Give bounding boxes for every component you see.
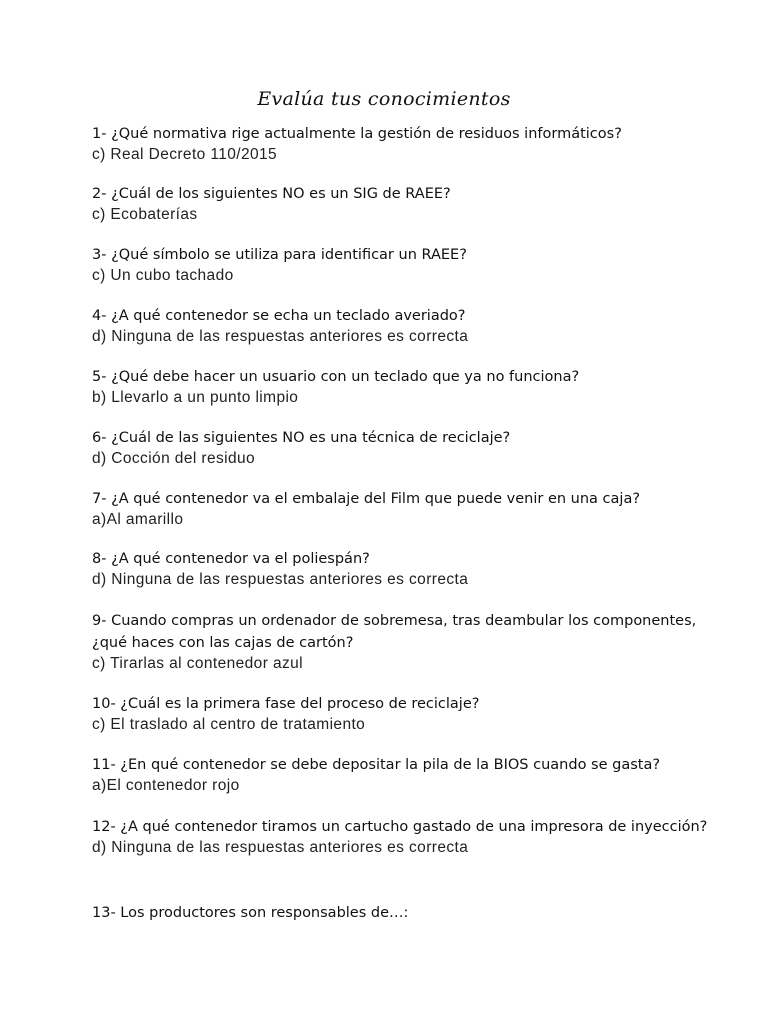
qa-item-3 — [92, 245, 712, 286]
qa-item-5 — [92, 367, 712, 408]
question-text: 5- ¿Qué debe hacer un usuario con un teclado que ya no funciona? — [92, 369, 580, 385]
answer-text: d) Ninguna de las respuestas anteriores es correcta — [92, 327, 469, 345]
answer-text: b) Llevarlo a un punto limpio — [92, 388, 299, 406]
question-text: 1- ¿Qué normativa rige actualmente la gestión de residuos informáticos? — [92, 126, 622, 142]
question-text: 11- ¿En qué contenedor se debe depositar la pila de la BIOS cuando se gasta? — [92, 757, 661, 773]
qa-item-1 — [92, 124, 712, 165]
answer-text: c) Tirarlas al contenedor azul — [92, 655, 304, 672]
question-text: 8- ¿A qué contenedor va el poliespán? — [92, 551, 370, 567]
answer-text: c) Ecobaterías — [92, 205, 198, 223]
question-text: 6- ¿Cuál de las siguientes NO es una técnica de reciclaje? — [92, 430, 511, 446]
qa-item-13 — [92, 903, 712, 924]
qa-item-10 — [92, 694, 712, 735]
qa-item-2 — [92, 184, 712, 225]
question-text: 9- Cuando compras un ordenador de sobremesa, tras deambular los componentes, ¿qué haces con las cajas de cartón? — [92, 613, 697, 651]
page-title: Evalúa tus conocimientos — [257, 88, 511, 110]
question-text: 4- ¿A qué contenedor se echa un teclado averiado? — [92, 308, 466, 324]
answer-text: d) Cocción del residuo — [92, 449, 256, 467]
qa-item-4 — [92, 306, 712, 347]
question-text: 7- ¿A qué contenedor va el embalaje del Film que puede venir en una caja? — [92, 491, 641, 507]
qa-item-7 — [92, 489, 712, 530]
qa-item-9 — [92, 610, 712, 675]
qa-item-6 — [92, 428, 712, 469]
answer-text: c) El traslado al centro de tratamiento — [92, 715, 366, 733]
question-text: 10- ¿Cuál es la primera fase del proceso de reciclaje? — [92, 696, 480, 712]
answer-text: d) Ninguna de las respuestas anteriores es correcta — [92, 570, 469, 588]
qa-item-11 — [92, 755, 712, 796]
qa-item-8 — [92, 549, 712, 590]
question-text: 3- ¿Qué símbolo se utiliza para identificar un RAEE? — [92, 247, 467, 263]
answer-text: a)El contenedor rojo — [92, 776, 240, 794]
answer-text: d) Ninguna de las respuestas anteriores es correcta — [92, 839, 469, 856]
question-text: 12- ¿A qué contenedor tiramos un cartucho gastado de una impresora de inyección? — [92, 819, 708, 835]
answer-text: c) Un cubo tachado — [92, 266, 234, 284]
qa-item-12 — [92, 816, 712, 859]
question-text: 2- ¿Cuál de los siguientes NO es un SIG de RAEE? — [92, 186, 451, 202]
answer-text: c) Real Decreto 110/2015 — [92, 145, 278, 163]
answer-text: a)Al amarillo — [92, 510, 184, 528]
question-text: 13- Los productores son responsables de…: — [92, 905, 409, 921]
